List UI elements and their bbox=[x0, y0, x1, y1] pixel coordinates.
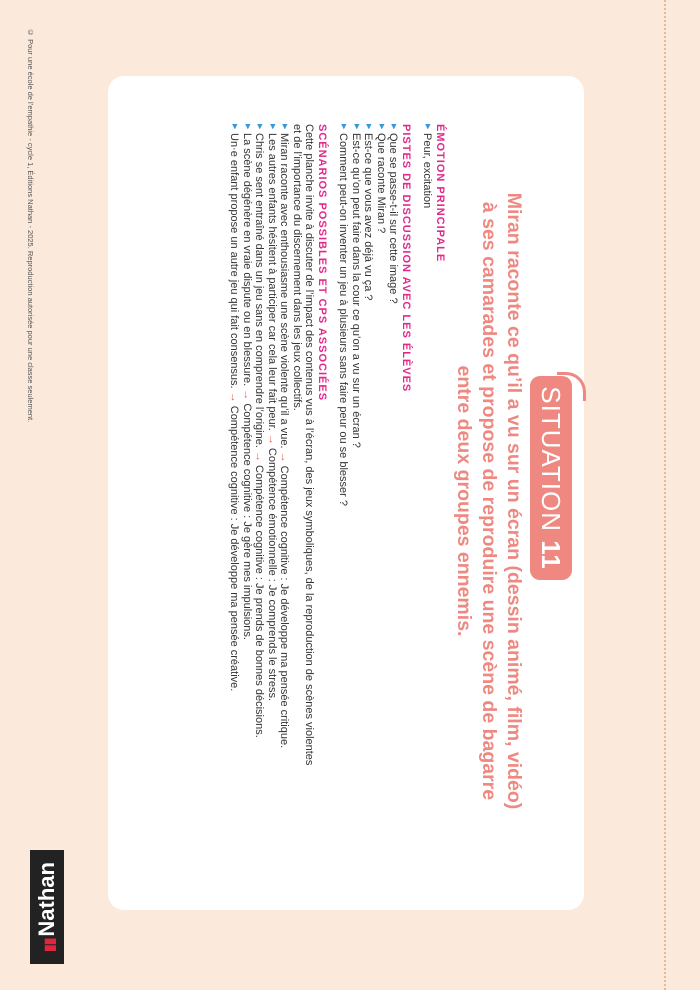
copyright-notice: © Pour une école de l’empathie - cycle 1, Éditions Nathan - 2025. Reproduction autorisée pour une classe seulement. bbox=[26, 28, 35, 423]
pistes-item: ▶ Comment peut-on inventer un jeu à plusieurs sans faire peur ou se blesser ? bbox=[337, 124, 350, 894]
title-line-1: Miran raconte ce qu’il a vu sur un écran (dessin animé, film, vidéo) bbox=[503, 192, 525, 810]
pistes-heading: PISTES DE DISCUSSION AVEC LES ÉLÈVES bbox=[400, 124, 412, 393]
emotion-item: ▶ Peur, excitation bbox=[421, 124, 434, 894]
nathan-logo: ▮▮Nathan bbox=[30, 850, 64, 964]
scenario-item bbox=[278, 124, 291, 894]
arrow-icon: → bbox=[278, 451, 291, 463]
scenario-text: Un·e enfant propose un autre jeu qui fait consensus. bbox=[228, 133, 241, 389]
arrow-icon: → bbox=[266, 433, 278, 445]
scenario-text: Les autres enfants hésitent à participer car cela leur fait peur. bbox=[266, 133, 278, 431]
pistes-item: ▶ Que raconte Miran ? bbox=[375, 124, 388, 894]
dotted-edge bbox=[664, 0, 666, 990]
pistes-item: ▶ Est-ce qu’on peut faire dans la cour ce qu’on a vu sur un écran ? bbox=[350, 124, 363, 894]
badge-word: SITUATION bbox=[536, 386, 566, 532]
title-line-3: entre deux groupes ennemis. bbox=[453, 365, 475, 637]
scenario-text: Miran raconte avec enthousiasme une scène violente qu’il a vue. bbox=[278, 133, 291, 449]
scenario-cps: Compétence cognitive : Je développe ma pensée créative. bbox=[228, 405, 241, 692]
pistes-item: ▶ Est-ce que vous avez déjà vu ça ? bbox=[362, 124, 375, 894]
situation-badge bbox=[524, 376, 580, 596]
scenario-item bbox=[253, 124, 266, 894]
scenario-text: Chris se sent entraîné dans un jeu sans en comprendre l’origine. bbox=[253, 133, 266, 448]
situation-card bbox=[108, 76, 584, 910]
scenario-item bbox=[228, 124, 241, 894]
scenarios-intro-line-2: et de l’importance du discernement dans les jeux collectifs. bbox=[291, 124, 303, 411]
content bbox=[228, 124, 446, 894]
scenario-item bbox=[241, 124, 254, 894]
situation-title bbox=[451, 116, 526, 886]
arrow-icon: → bbox=[241, 389, 253, 401]
arrow-icon: → bbox=[228, 391, 241, 403]
scenario-cps: Compétence émotionnelle : Je comprends le stress. bbox=[266, 447, 278, 702]
arrow-icon: → bbox=[253, 450, 266, 462]
scenarios-heading: SCÉNARIOS POSSIBLES ET CPS ASSOCIÉES bbox=[316, 124, 328, 402]
emotion-heading: ÉMOTION PRINCIPALE bbox=[434, 124, 446, 263]
title-line-2: à ses camarades et propose de reproduire une scène de bagarre bbox=[478, 201, 500, 801]
pistes-item: ▶ Que se passe-t-il sur cette image ? bbox=[387, 124, 400, 894]
scenario-cps: Compétence cognitive : Je prends de bonnes décisions. bbox=[253, 465, 266, 738]
scenarios-intro-line-1: Cette planche invite à discuter de l’impact des contenus vus à l’écran, des jeux symboliques, de la reproduction de scènes violentes bbox=[303, 124, 316, 766]
logo-text: Nathan bbox=[34, 862, 59, 937]
badge-number: 11 bbox=[536, 540, 566, 570]
scenario-cps: Compétence cognitive : Je gère mes impulsions. bbox=[241, 403, 253, 640]
scenario-cps: Compétence cognitive : Je développe ma pensée critique. bbox=[278, 465, 291, 749]
scenario-item bbox=[266, 124, 279, 894]
scenario-text: La scène dégénère en vraie dispute ou en blessure. bbox=[241, 133, 253, 387]
